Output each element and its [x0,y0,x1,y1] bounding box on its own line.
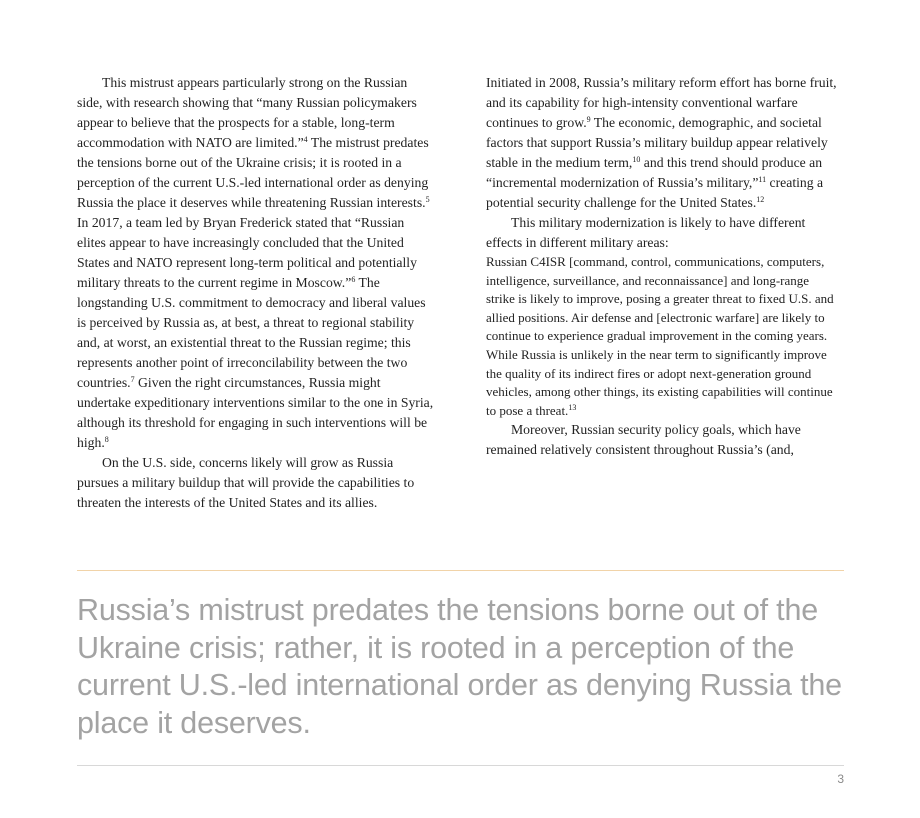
text-span: Russian C4ISR [command, control, communications, computers, intelligence, surveillance, and reconnaissance] and long-range strike is likely to improve, posing a greater threat to fixed U.S. and allied positions. Air defense and [electronic warfare] are likely to continue to experience gradual improvement in the coming years. While Russia is unlikely in the near term to significantly improve the quality of its indirect fires or adopt next-generation ground vehicles, among other things, its existing capabilities will continue to pose a threat. [486,254,834,418]
footnote-ref[interactable]: 11 [758,175,767,184]
footnote-ref[interactable]: 10 [632,155,641,164]
right-column [486,73,838,460]
text-span: The longstanding U.S. commitment to democracy and liberal values is perceived by Russia as, at best, a threat to regional stability and, at worst, an existential threat to the Russian regime; this represents another point of irreconcilability between the two countries. [77,275,426,390]
footnote-ref[interactable]: 7 [130,375,135,384]
pullquote-top-rule [77,570,844,571]
footnote-ref[interactable]: 6 [351,275,356,284]
text-span: The economic, demographic, and societal factors that support Russia’s military buildup appear relatively stable in the medium term, [486,115,828,170]
paragraph-us-side: On the U.S. side, concerns likely will grow as Russia pursues a military buildup that will provide the capabilities to threaten the interests of the United States and its allies. [77,455,415,510]
text-span: In 2017, a team led by Bryan Frederick stated that “Russian elites appear to have increasingly concluded that the United States and NATO represent long-term political and potentially military threats to the current regime in Moscow.” [77,215,417,290]
paragraph-mistrust [77,73,435,453]
footnote-ref[interactable]: 8 [104,435,109,444]
pullquote: Russia’s mistrust predates the tensions borne out of the Ukraine crisis; rather, it is rooted in a perception of the current U.S.-led international order as denying Russia the place it deserves. [77,593,842,740]
pullquote-bottom-rule [77,765,844,766]
paragraph-modernization: This military modernization is likely to have different effects in different military areas: [486,215,806,250]
text-span: and this trend should produce an “incremental modernization of Russia’s military,” [486,155,823,190]
paragraph-military-reform [486,73,838,213]
text-span: Initiated in 2008, Russia’s military reform effort has borne fruit, and its capability for high-intensity conventional warfare continues to grow. [486,75,837,130]
left-column [77,73,435,513]
footnote-ref[interactable]: 5 [425,195,430,204]
text-span: creating a potential security challenge for the United States. [486,175,824,210]
page-number: 3 [837,772,844,786]
text-span: This mistrust appears particularly strong on the Russian side, with research showing that “many Russian policymakers appear to believe that the prospects for a stable, long-term accommodation with NATO are limited.” [77,75,417,150]
footnote-ref[interactable]: 13 [568,402,577,412]
block-quote [486,253,838,420]
text-span: Given the right circumstances, Russia might undertake expeditionary interventions similar to the one in Syria, although its threshold for engaging in such interventions will be high. [77,375,434,450]
footnote-ref[interactable]: 4 [303,135,308,144]
footnote-ref[interactable]: 9 [586,115,591,124]
paragraph-security-goals: Moreover, Russian security policy goals, which have remained relatively consistent throughout Russia’s (and, [486,422,801,458]
text-span: The mistrust predates the tensions borne out of the Ukraine crisis; it is rooted in a perception of the current U.S.-led international order as denying Russia the place it deserves while threatening Russian interests. [77,135,429,210]
footnote-ref[interactable]: 12 [756,195,765,204]
